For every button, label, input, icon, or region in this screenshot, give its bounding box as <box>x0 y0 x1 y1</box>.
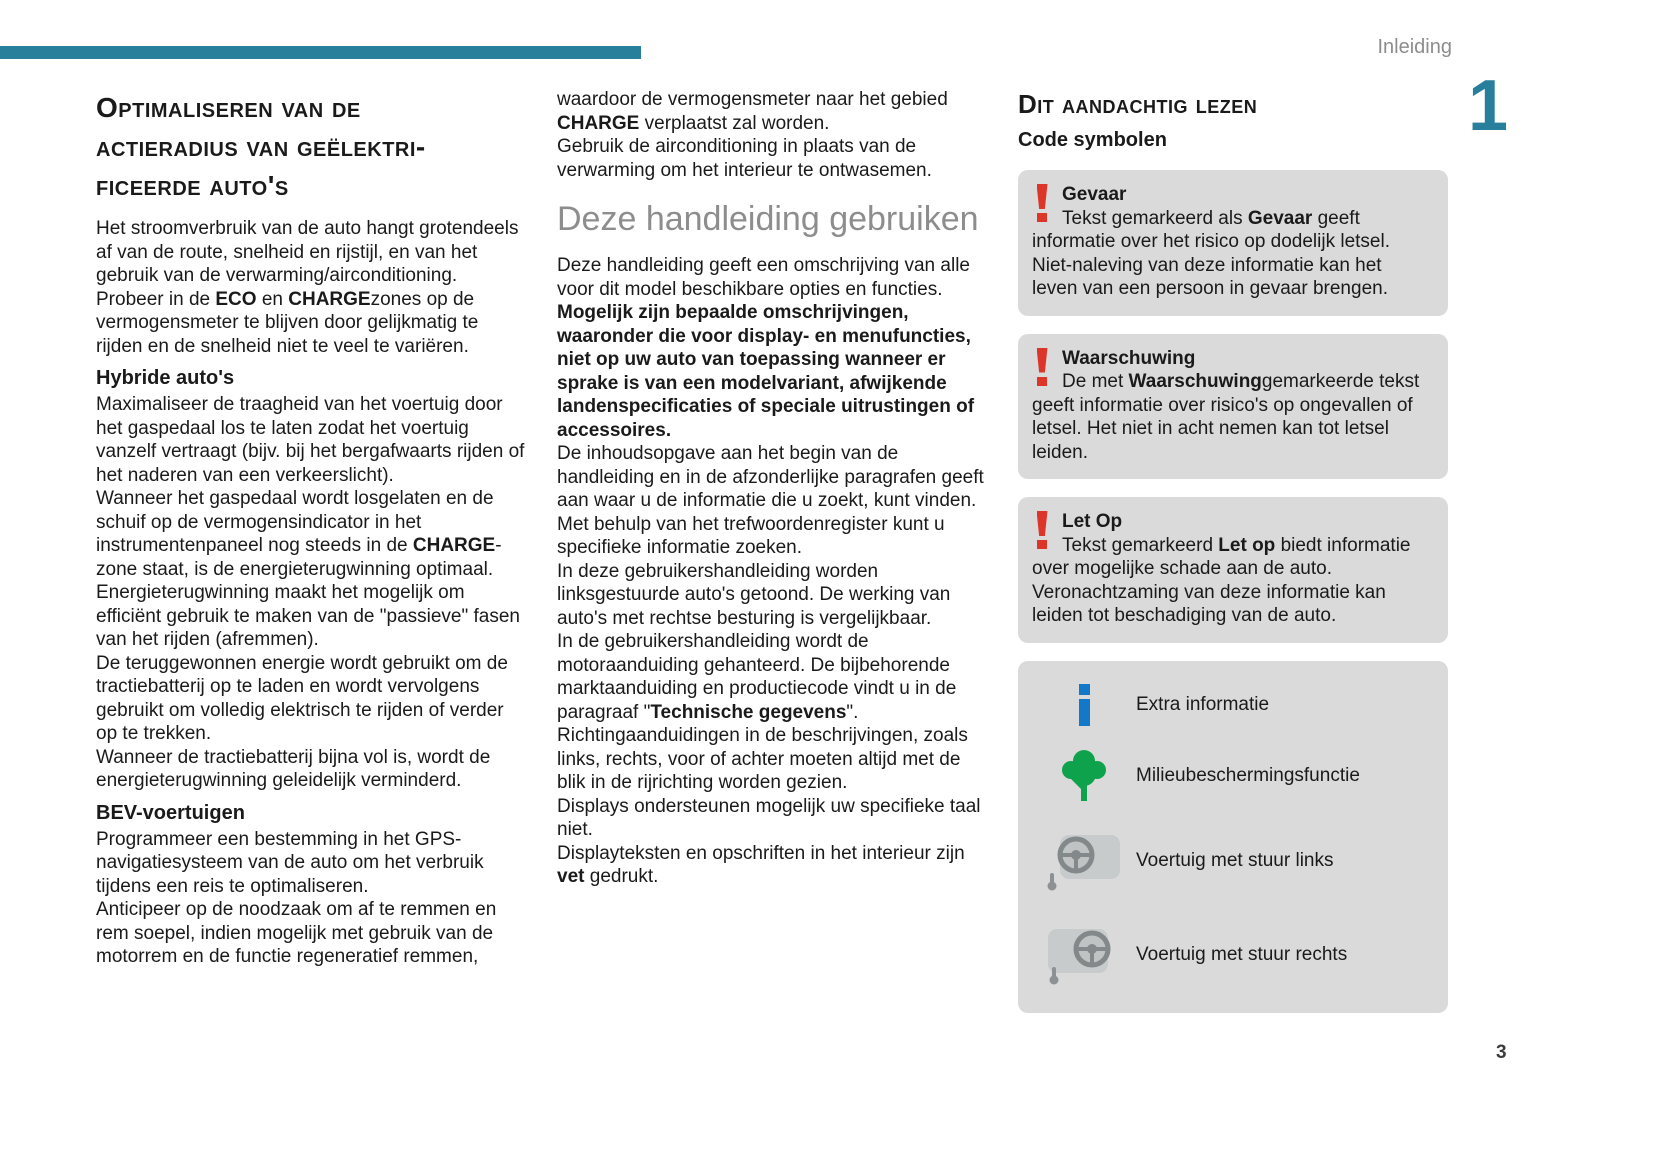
chapter-header-label: Inleiding <box>1377 36 1452 58</box>
paragraph: Wanneer de tractiebatterij bijna vol is, wordt de energieterugwinning geleidelijk verminderd. <box>96 746 491 791</box>
box-title-gevaar: Gevaar <box>1062 184 1127 205</box>
symbol-row-stuur-links <box>1032 819 1434 903</box>
section-heading-optimaliseren <box>96 88 528 205</box>
steering-wheel-left-icon <box>1032 829 1136 893</box>
heading-line: actieradius van geëlektri- <box>96 131 426 162</box>
handleiding-text <box>557 254 987 889</box>
middle-top-text <box>557 88 987 182</box>
exclamation-icon <box>1034 184 1050 226</box>
symbol-label: Milieubeschermingsfunctie <box>1136 764 1360 786</box>
exclamation-icon <box>1034 511 1050 553</box>
paragraph: Programmeer een bestemming in het GPS-navigatiesysteem van de auto om het verbruik tijdens een reis te optimaliseren. <box>96 828 484 897</box>
paragraph: waardoor de vermogensmeter naar het gebied CHARGE verplaatst zal worden. <box>557 89 948 134</box>
paragraph: Displays ondersteunen mogelijk uw specifieke taal niet. <box>557 795 981 840</box>
paragraph: Maximaliseer de traagheid van het voertuig door het gaspedaal los te laten zodat het voertuig vanzelf vertraagt (bijv. bij het bergafwaarts rijden of het naderen van een verkeerslicht). <box>96 394 525 486</box>
page-number: 3 <box>1496 1042 1507 1063</box>
top-accent-bar <box>0 46 641 59</box>
paragraph: In de gebruikershandleiding wordt de motoraanduiding gehanteerd. De bijbehorende marktaanduiding en productiecode vindt u in de paragraaf "Technische gegevens". <box>557 631 957 723</box>
section-heading-dit-aandachtig-lezen: Dit aandachtig lezen <box>1018 89 1258 119</box>
left-column <box>96 88 528 969</box>
subheading-bev-voertuigen: BEV-voertuigen <box>96 801 245 824</box>
symbol-label: Voertuig met stuur links <box>1136 849 1334 871</box>
subheading-code-symbolen: Code symbolen <box>1018 129 1167 151</box>
paragraph: In deze gebruikershandleiding worden linksgestuurde auto's getoond. De werking van auto's met rechtse besturing is vergelijkbaar. <box>557 560 951 629</box>
paragraph: De inhoudsopgave aan het begin van de handleiding en in de afzonderlijke paragrafen geeft aan waar u de informatie die u zoekt, kunt vinden. <box>557 443 984 511</box>
heading-line: ficeerde auto's <box>96 170 289 201</box>
symbol-label: Extra informatie <box>1136 693 1270 715</box>
paragraph: Displayteksten en opschriften in het interieur zijn vet gedrukt. <box>557 842 965 887</box>
box-body-let-op: Tekst gemarkeerd Let op biedt informatie over mogelijke schade aan de auto. Veronachtzaming van deze informatie kan leiden tot beschadiging van de auto. <box>1032 534 1411 626</box>
right-column <box>1018 88 1448 1013</box>
warning-box <box>1018 334 1448 480</box>
paragraph: Energieterugwinning maakt het mogelijk om efficiënt gebruik te maken van de "passieve" fasen van het rijden (afremmen). <box>96 582 521 650</box>
paragraph: Gebruik de airconditioning in plaats van de verwarming om het interieur te ontwasemen. <box>557 136 932 181</box>
danger-box <box>1018 170 1448 316</box>
paragraph: Het stroomverbruik van de auto hangt grotendeels af van de route, snelheid en rijstijl, en van het gebruik van de verwarming/airconditioning. <box>96 218 519 286</box>
box-title-let-op: Let Op <box>1062 511 1123 532</box>
symbol-row-stuur-rechts <box>1032 913 1434 997</box>
paragraph: Met behulp van het trefwoordenregister kunt u specifieke informatie zoeken. <box>557 513 945 558</box>
symbol-row-extra-informatie <box>1032 677 1434 733</box>
heading-line: Optimaliseren van de <box>96 92 361 123</box>
section-heading-handleiding-gebruiken: Deze handleiding gebruiken <box>557 200 979 238</box>
steering-wheel-right-icon <box>1032 923 1136 987</box>
caution-box <box>1018 497 1448 643</box>
symbol-label: Voertuig met stuur rechts <box>1136 943 1348 965</box>
paragraph: Richtingaanduidingen in de beschrijvingen, zoals links, rechts, voor of achter moeten altijd met de blik in de rijrichting worden gezien. <box>557 725 968 793</box>
paragraph: Anticipeer op de noodzaak om af te remmen en rem soepel, indien mogelijk met gebruik van de motorrem en de functie regeneratief remmen, <box>96 899 497 967</box>
paragraph: Wanneer het gaspedaal wordt losgelaten en de schuif op de vermogensindicator in het instrumentenpaneel nog steeds in de CHARGE-zone staat, is de energieterugwinning optimaal. <box>96 488 502 580</box>
bev-text <box>96 828 528 969</box>
tree-icon <box>1032 747 1136 805</box>
left-intro-text <box>96 217 528 358</box>
middle-column <box>557 88 987 889</box>
chapter-number: 1 <box>1468 66 1509 146</box>
box-title-waarschuwing: Waarschuwing <box>1062 347 1196 369</box>
subheading-hybride-autos: Hybride auto's <box>96 367 235 389</box>
symbol-row-milieubescherming <box>1032 743 1434 809</box>
paragraph: De teruggewonnen energie wordt gebruikt om de tractiebatterij op te laden en wordt vervolgens gebruikt om volledig elektrisch te rijden of verder op te trekken. <box>96 652 508 744</box>
paragraph: Probeer in de ECO en CHARGEzones op de vermogensmeter te blijven door gelijkmatig te rijden en de snelheid niet te veel te variëren. <box>96 288 479 357</box>
paragraph: Deze handleiding geeft een omschrijving van alle voor dit model beschikbare opties en functies. Mogelijk zijn bepaalde omschrijvingen, waaronder die voor display- en menufuncties, niet op uw auto van toepassing wanneer er sprake is van een modelvariant, afwijkende landenspecificaties of speciale uitrustingen of accessoires. <box>557 255 975 441</box>
hybride-text <box>96 393 528 793</box>
info-icon <box>1032 684 1136 726</box>
exclamation-icon <box>1034 348 1050 390</box>
box-body-gevaar: Tekst gemarkeerd als Gevaar geeft informatie over het risico op dodelijk letsel. Niet-naleving van deze informatie kan het leven van een persoon in gevaar brengen. <box>1032 207 1391 299</box>
symbols-legend-box <box>1018 661 1448 1013</box>
box-body-waarschuwing: De met Waarschuwinggemarkeerde tekst geeft informatie over risico's op ongevallen of letsel. Het niet in acht nemen kan tot letsel leiden. <box>1032 371 1420 463</box>
